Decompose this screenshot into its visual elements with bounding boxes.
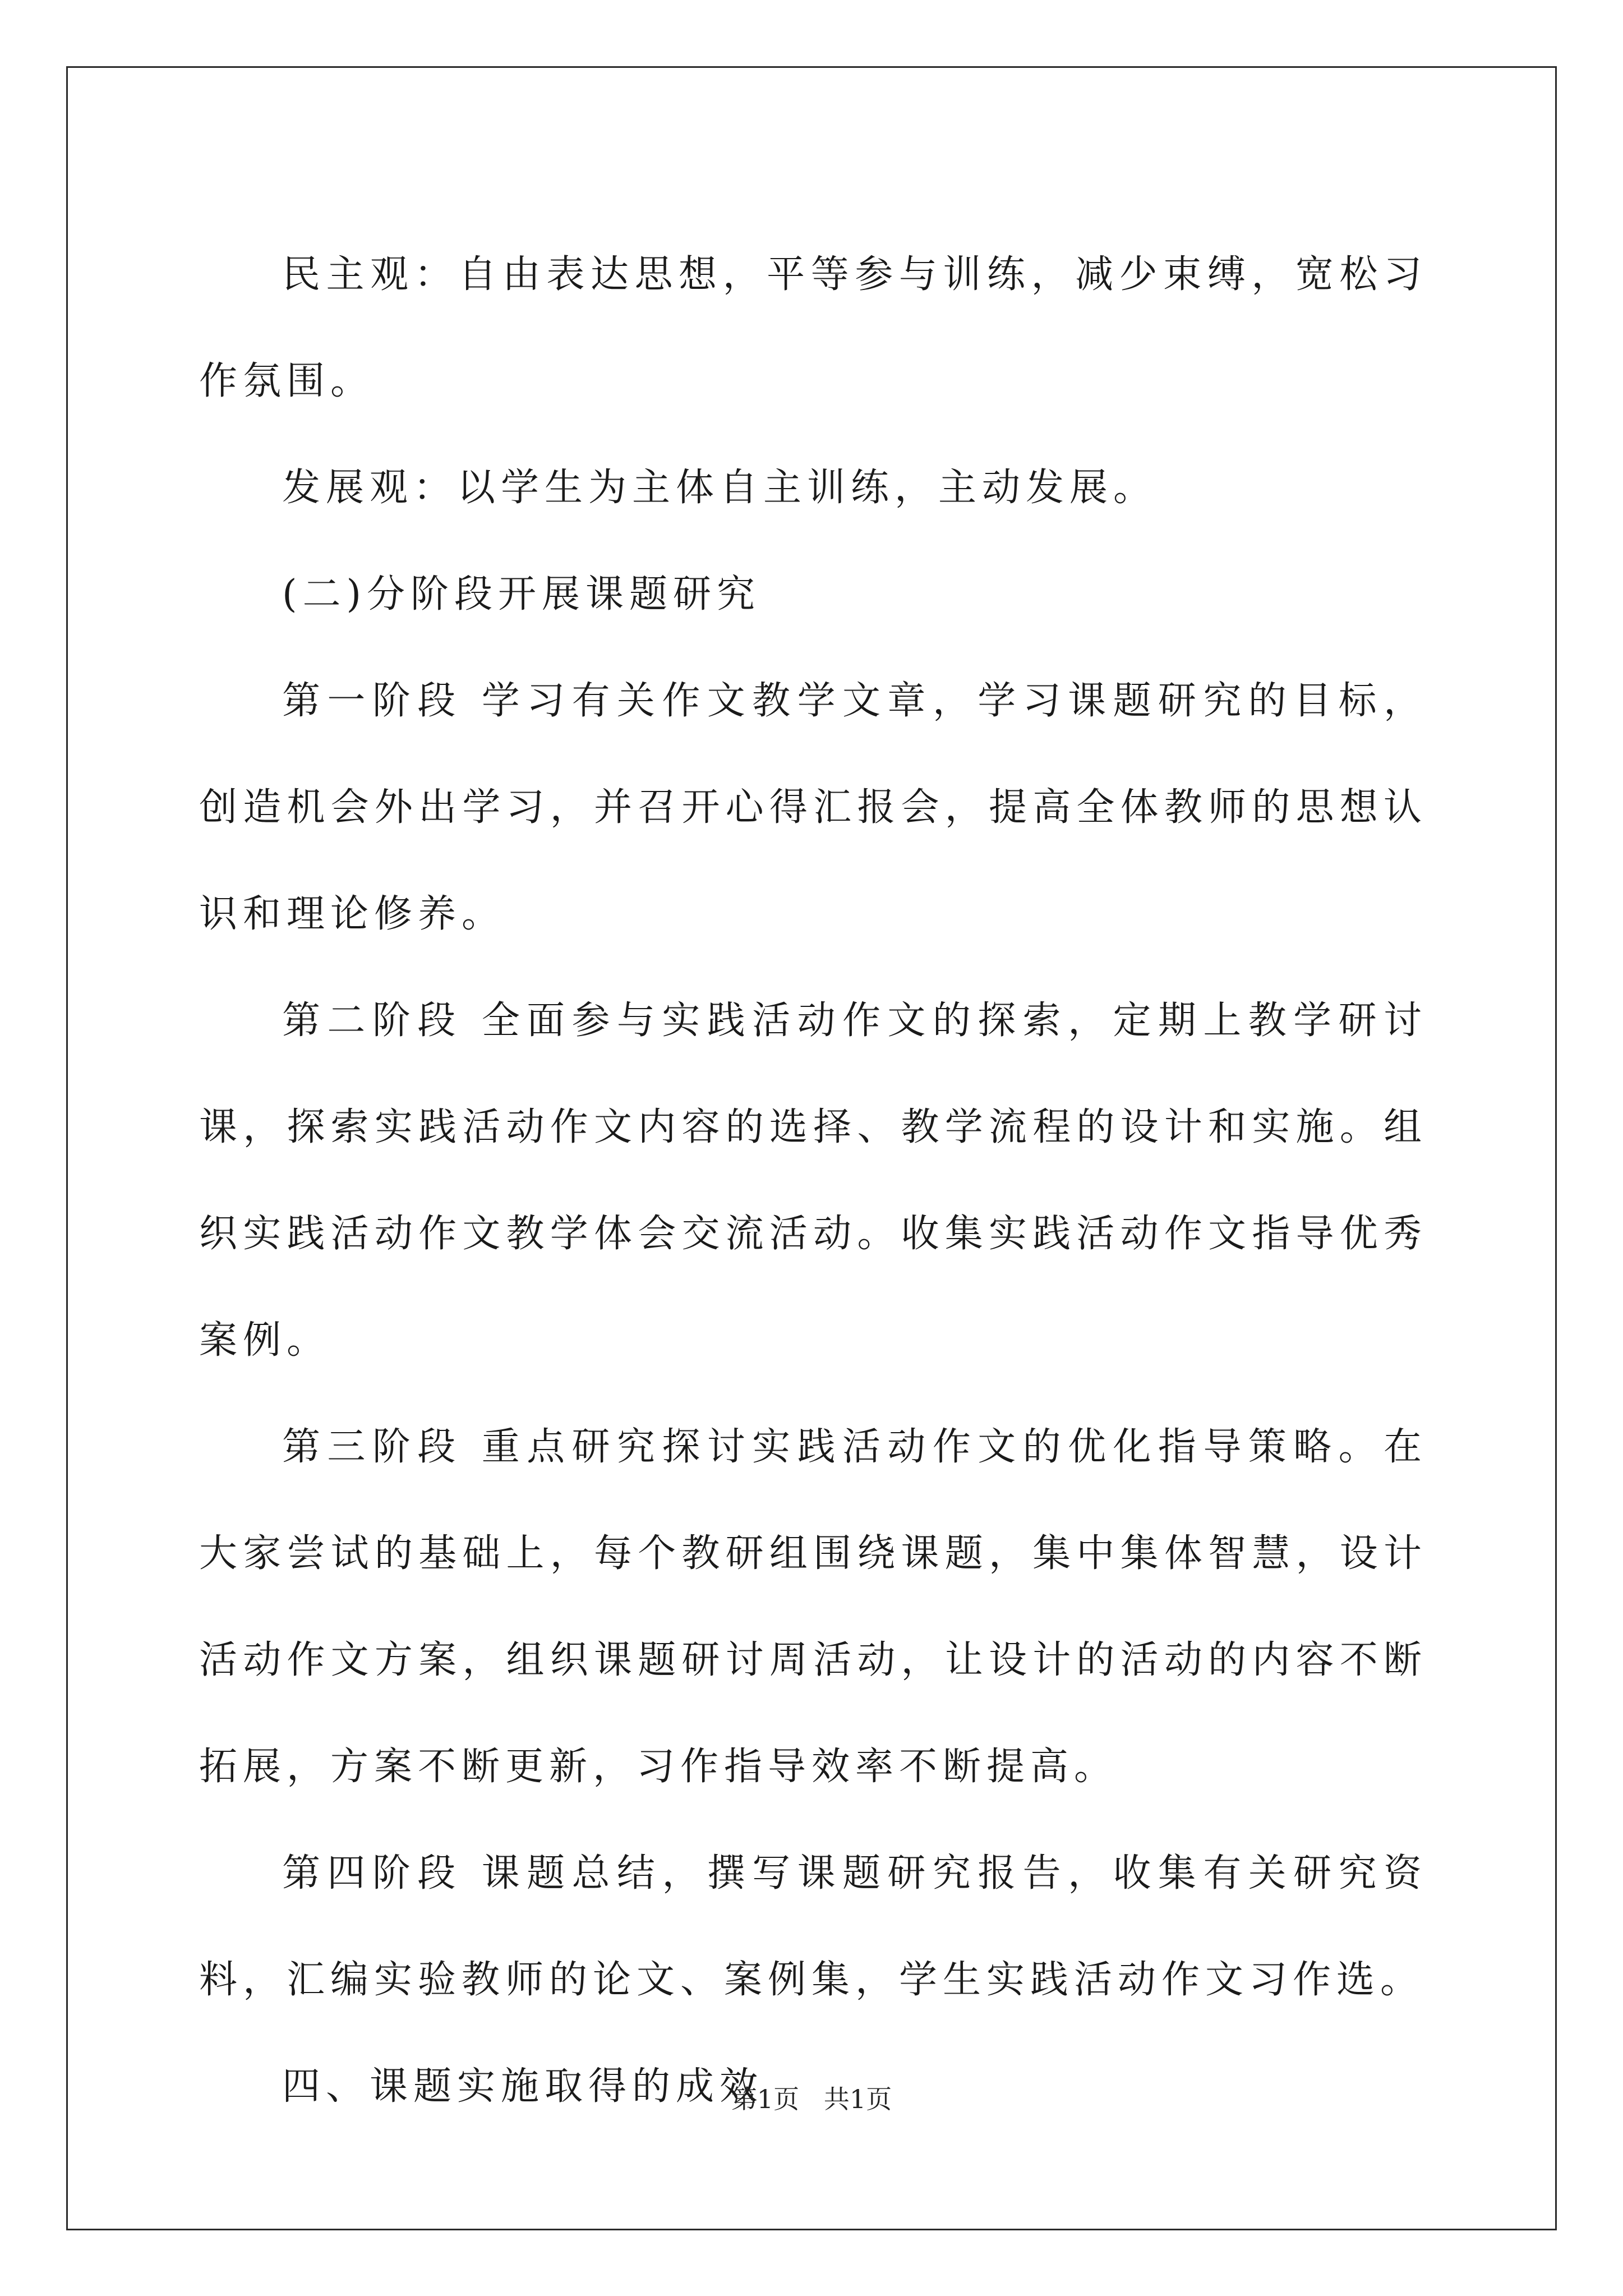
paragraph-stage-two: 第二阶段 全面参与实践活动作文的探索，定期上教学研讨课，探索实践活动作文内容的选择、教学流程的设计和实施。组织实践活动作文教学体会交流活动。收集实践活动作文指导优秀案例。: [199, 999, 1427, 1363]
section-heading-results: 四、课题实施取得的成效: [282, 2064, 764, 2109]
document-body: [199, 222, 1427, 2140]
paragraph-stage-three: 第三阶段 重点研究探讨实践活动作文的优化指导策略。在大家尝试的基础上，每个教研组围绕课题，集中集体智慧，设计活动作文方案，组织课题研讨周活动，让设计的活动的内容不断拓展，方案不断更新，习作指导效率不断提高。: [199, 1425, 1427, 1789]
paragraph-development-view: 发展观：以学生为主体自主训练，主动发展。: [282, 466, 1158, 510]
paragraph-democracy-view: 民主观：自由表达思想，平等参与训练，减少束缚，宽松习作氛围。: [199, 252, 1427, 403]
page-number-footer: 第1页 共1页: [731, 2084, 892, 2114]
paragraph-stage-four: 第四阶段 课题总结，撰写课题研究报告，收集有关研究资料，汇编实验教师的论文、案例集，学生实践活动作文习作选。: [199, 1851, 1427, 2002]
paragraph-stage-one: 第一阶段 学习有关作文教学文章，学习课题研究的目标，创造机会外出学习，并召开心得汇报会，提高全体教师的思想认识和理论修养。: [199, 679, 1427, 936]
section-heading-stages: (二)分阶段开展课题研究: [282, 572, 761, 616]
